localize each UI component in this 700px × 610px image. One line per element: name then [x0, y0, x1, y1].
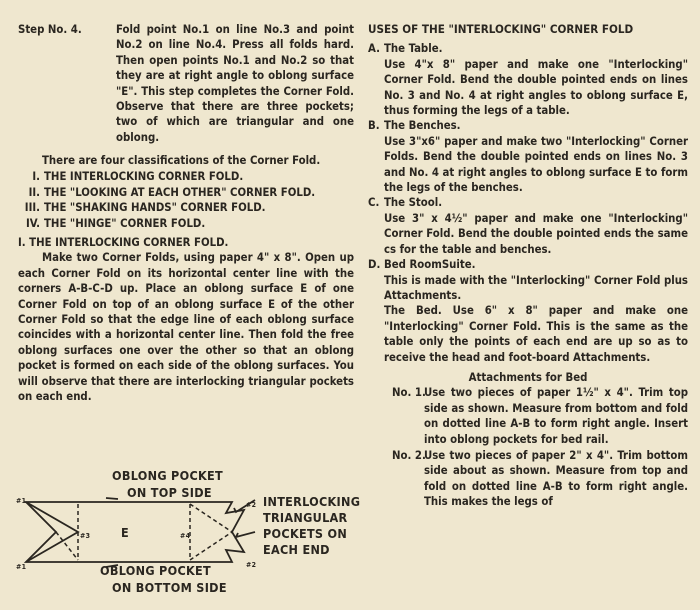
- section-letter: D.: [368, 258, 381, 272]
- classification-num: III.: [24, 201, 40, 215]
- diagram-left-triangle: [26, 502, 78, 562]
- diagram-right-label-line2: TRIANGULAR: [263, 510, 348, 525]
- section-title: Bed RoomSuite.: [384, 258, 476, 272]
- attachment-text: Use two pieces of paper 1½" x 4". Trim top side as shown. Measure from bottom and fold on dotted line A-B to form right angle. Insert into oblong pockets for bed rail.: [424, 386, 688, 446]
- classification-item: [18, 216, 354, 231]
- diagram-mark-3: #3: [80, 532, 91, 540]
- attachment-text: Use two pieces of paper 2" x 4". Trim bottom side about as shown. Measure from top and fold on dotted line A-B to form right angle. This makes the legs of: [424, 448, 688, 509]
- bed-text: The Bed. Use 6" x 8" paper and make one "Interlocking" Corner Fold. This is the same as the table only the points of each end are up so as to receive the head and foot-board Attachments.: [384, 304, 688, 364]
- section-text: This is made with the "Interlocking" Corner Fold plus Attachments.: [384, 273, 688, 302]
- step-4-paragraph: [18, 22, 354, 145]
- diagram-bottom-label-line2: ON BOTTOM SIDE: [112, 580, 227, 595]
- left-column-body: [18, 153, 354, 405]
- classification-num: II.: [28, 185, 40, 199]
- attachment-item: [368, 385, 688, 447]
- classification-text: THE "SHAKING HANDS" CORNER FOLD.: [44, 201, 266, 215]
- diagram-mark-tl: #1: [16, 497, 27, 505]
- diagram-mark-br: #2: [246, 561, 257, 569]
- diagram-center-letter: E: [121, 525, 129, 540]
- diagram-right-label-line3: POCKETS ON: [263, 526, 348, 541]
- classification-item: [18, 200, 354, 215]
- classification-text: THE "LOOKING AT EACH OTHER" CORNER FOLD.: [44, 185, 316, 199]
- step-4-label: Step No. 4.: [18, 23, 82, 36]
- section-letter: A.: [368, 42, 380, 56]
- section-title: The Benches.: [384, 119, 461, 133]
- classifications-intro: There are four classifications of the Corner Fold.: [42, 154, 321, 167]
- attachment-num: No. 1.: [392, 386, 426, 400]
- section-text: Use 3" x 4½" paper and make one "Interlocking" Corner Fold. Bend the double pointed ends the same cs for the table and benches.: [384, 211, 688, 256]
- section-letter: B.: [368, 119, 380, 133]
- diagram-top-pocket-arrow: [106, 498, 118, 499]
- diagram-top-label-line1: OBLONG POCKET: [112, 468, 223, 483]
- diagram-dashed-diagonal-3: [190, 532, 232, 560]
- section-b: [368, 118, 688, 195]
- classification-item: [18, 185, 344, 200]
- attachment-item: [368, 448, 688, 510]
- diagram-dashed-diagonal-2: [190, 504, 232, 532]
- attachments-heading: Attachments for Bed: [468, 370, 588, 384]
- classification-num: IV.: [25, 216, 40, 230]
- section-d: [368, 257, 688, 365]
- section-text: Use 4"x 8" paper and make one "Interlocking" Corner Fold. Bend the double pointed ends on lines No. 3 and No. 4 at right angles to oblong surface E, thus forming the legs of a table.: [384, 57, 688, 118]
- section-1-text: Make two Corner Folds, using paper 4" x 8". Open up each Corner Fold on its horizontal center line with the corners A-B-C-D up. Place an oblong surface E of one Corner Fold on top of an oblong surface E of the other Corner Fold so that the edge line of each oblong surface coincides with a horizontal center line. Then fold the free oblong surfaces one over the other so that an oblong pocket is formed on each side of the oblong surfaces. You will observe that there are interlocking triangular pockets on each end.: [18, 251, 354, 404]
- diagram-right-label-line4: EACH END: [263, 542, 330, 557]
- classification-list: [18, 169, 354, 231]
- diagram-mark-tr: #2: [246, 501, 257, 509]
- diagram-dashed-diagonal-1: [56, 532, 78, 560]
- section-c: [368, 195, 688, 257]
- classification-text: THE INTERLOCKING CORNER FOLD.: [44, 170, 244, 184]
- diagram-right-label-line1: INTERLOCKING: [263, 494, 361, 509]
- attachment-num: No. 2.: [392, 448, 426, 462]
- diagram-right-arrow-2: [236, 532, 255, 537]
- diagram-top-label-line2: ON TOP SIDE: [127, 485, 212, 500]
- uses-heading: USES OF THE "INTERLOCKING" CORNER FOLD: [368, 22, 634, 36]
- section-text: Use 3"x6" paper and make two "Interlocking" Corner Folds. Bend the double pointed ends on lines No. 3 and No. 4 at right angles to oblong surface E to form the legs of the benches.: [384, 134, 688, 195]
- right-column-body: [368, 22, 688, 510]
- classification-text: THE "HINGE" CORNER FOLD.: [44, 216, 206, 230]
- section-a: [368, 41, 688, 118]
- section-title: The Table.: [384, 42, 443, 56]
- section-letter: C.: [368, 196, 380, 210]
- step-4-text: Fold point No.1 on line No.3 and point No.2 on line No.4. Press all folds hard. Then open points No.1 and No.2 so that they are at right angle to oblong surface "E". This step completes the Corner Fold. Observe that there are three pockets; two of which are triangular and one oblong.: [116, 23, 354, 144]
- classification-item: [18, 169, 354, 184]
- diagram-mark-4: #4: [180, 532, 191, 540]
- section-title: The Stool.: [384, 196, 443, 210]
- diagram-mark-bl: #1: [16, 563, 27, 571]
- classification-num: I.: [32, 170, 40, 184]
- diagram-bottom-label-line1: OBLONG POCKET: [100, 563, 211, 578]
- section-1-heading: I. THE INTERLOCKING CORNER FOLD.: [18, 236, 229, 250]
- diagram-outline: [26, 502, 244, 562]
